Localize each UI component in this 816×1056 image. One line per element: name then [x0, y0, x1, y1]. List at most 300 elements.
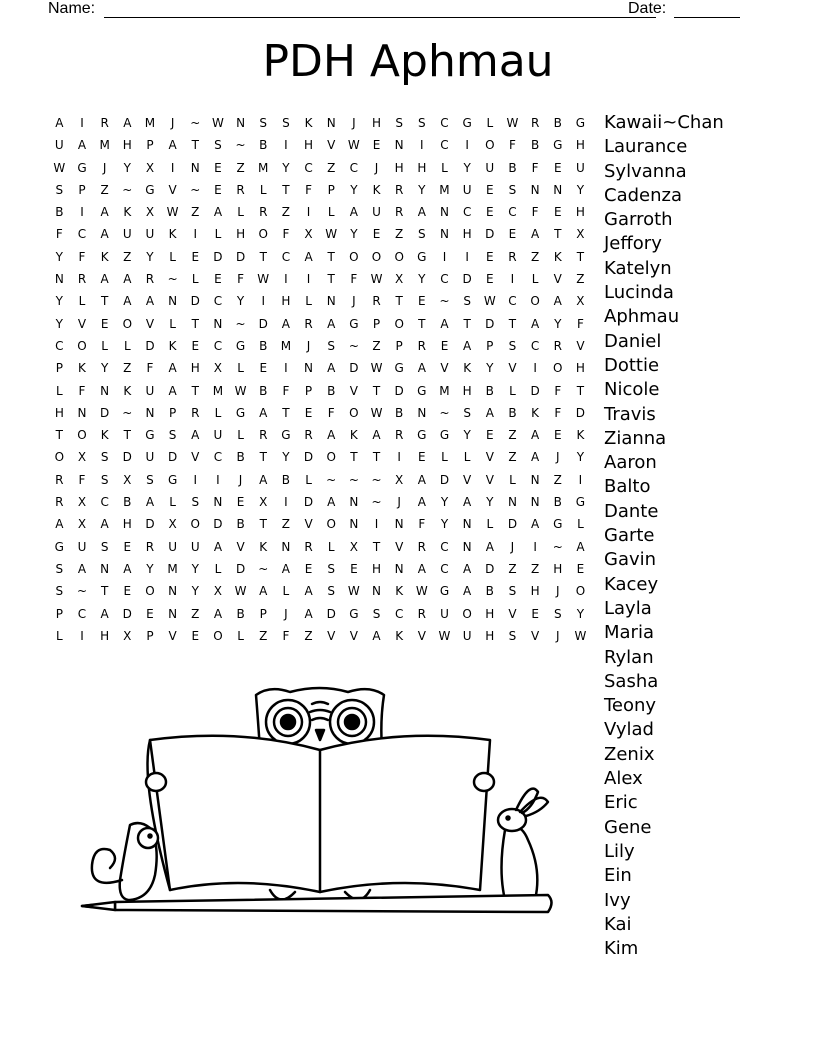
- grid-letter: K: [463, 361, 472, 376]
- grid-letter: X: [145, 205, 155, 220]
- grid-letter: B: [485, 383, 494, 398]
- grid-letter: J: [352, 294, 356, 309]
- grid-letter: U: [462, 182, 472, 197]
- grid-letter: X: [168, 517, 177, 532]
- grid-letter: T: [282, 182, 290, 197]
- grid-letter: T: [350, 450, 358, 465]
- word-list-item: Sasha: [604, 670, 659, 692]
- word-list-item: Garroth: [604, 209, 673, 231]
- name-label: Name:: [48, 0, 96, 17]
- grid-letter: K: [349, 428, 358, 443]
- grid-letter: Y: [554, 316, 562, 331]
- grid-letter: R: [77, 272, 87, 287]
- grid-letter: L: [214, 561, 222, 576]
- grid-letter: V: [168, 182, 177, 197]
- grid-letter: H: [575, 138, 585, 153]
- grid-letter: W: [325, 227, 338, 242]
- grid-letter: A: [372, 628, 381, 643]
- grid-letter: X: [77, 450, 87, 465]
- word-list-item: Nicole: [604, 379, 660, 401]
- grid-letter: L: [531, 272, 539, 287]
- grid-letter: L: [78, 294, 86, 309]
- grid-letter: B: [485, 584, 494, 599]
- grid-letter: I: [261, 294, 265, 309]
- grid-letter: Y: [350, 227, 358, 242]
- grid-letter: N: [213, 316, 223, 331]
- grid-letter: Z: [327, 160, 336, 175]
- grid-letter: ~: [76, 584, 88, 599]
- grid-letter: N: [168, 584, 178, 599]
- grid-letter: N: [100, 561, 110, 576]
- word-list-item: Teony: [604, 695, 657, 717]
- grid-letter: L: [486, 116, 494, 130]
- grid-letter: A: [100, 227, 109, 242]
- grid-letter: M: [439, 182, 450, 197]
- grid-row: [48, 223, 592, 245]
- grid-letter: D: [122, 450, 132, 465]
- grid-letter: H: [122, 517, 132, 532]
- grid-letter: O: [349, 249, 359, 264]
- grid-letter: L: [509, 472, 516, 487]
- grid-letter: A: [304, 606, 313, 621]
- grid-letter: Y: [463, 428, 471, 443]
- grid-letter: A: [531, 517, 540, 532]
- grid-letter: D: [167, 450, 178, 465]
- grid-letter: H: [462, 227, 472, 242]
- grid-letter: I: [170, 160, 175, 175]
- grid-letter: H: [122, 138, 132, 153]
- word-list-item: Daniel: [604, 330, 662, 352]
- grid-letter: F: [78, 249, 86, 264]
- grid-letter: T: [327, 272, 335, 287]
- grid-letter: V: [485, 450, 494, 465]
- grid-letter: H: [304, 138, 314, 153]
- grid-letter: N: [326, 116, 336, 130]
- grid-letter: Y: [418, 272, 426, 287]
- grid-letter: A: [145, 495, 155, 510]
- grid-letter: L: [123, 338, 131, 353]
- grid-letter: P: [486, 338, 494, 353]
- grid-letter: F: [282, 628, 290, 643]
- grid-letter: I: [306, 205, 311, 220]
- grid-letter: I: [80, 116, 84, 130]
- grid-letter: A: [372, 428, 381, 443]
- grid-letter: ~: [348, 472, 359, 487]
- grid-letter: U: [145, 227, 155, 242]
- grid-letter: G: [145, 182, 155, 197]
- grid-letter: C: [508, 294, 517, 309]
- grid-letter: E: [304, 561, 313, 576]
- grid-letter: E: [486, 182, 494, 197]
- word-list-item: Ivy: [604, 889, 631, 911]
- grid-letter: S: [100, 450, 109, 465]
- grid-letter: U: [122, 227, 132, 242]
- grid-letter: N: [349, 517, 359, 532]
- grid-letter: K: [395, 628, 404, 643]
- grid-letter: S: [327, 584, 336, 599]
- grid-letter: O: [77, 338, 87, 353]
- grid-letter: R: [55, 472, 64, 487]
- grid-letter: F: [531, 160, 539, 175]
- grid-letter: V: [463, 472, 472, 487]
- grid-letter: ~: [439, 294, 450, 309]
- grid-letter: P: [259, 606, 267, 621]
- grid-letter: O: [371, 249, 382, 264]
- grid-letter: L: [237, 628, 244, 643]
- grid-letter: P: [395, 338, 403, 353]
- grid-letter: L: [282, 584, 290, 599]
- grid-letter: Y: [440, 495, 449, 510]
- grid-letter: W: [257, 272, 270, 287]
- grid-letter: V: [485, 472, 494, 487]
- grid-letter: H: [394, 160, 404, 175]
- grid-letter: A: [123, 561, 132, 576]
- grid-letter: Y: [350, 182, 358, 197]
- grid-letter: U: [190, 539, 200, 554]
- grid-letter: Z: [281, 205, 290, 220]
- grid-letter: W: [347, 584, 360, 599]
- grid-letter: A: [259, 472, 268, 487]
- grid-letter: H: [372, 116, 382, 130]
- grid-letter: T: [372, 450, 381, 465]
- grid-letter: M: [280, 338, 292, 353]
- word-list-item: Kawaii~Chan: [604, 112, 724, 133]
- grid-letter: L: [55, 383, 63, 398]
- grid-letter: I: [533, 361, 537, 376]
- grid-letter: A: [485, 539, 494, 554]
- grid-letter: D: [213, 517, 223, 532]
- grid-letter: D: [485, 316, 495, 331]
- grid-letter: T: [576, 249, 585, 264]
- grid-letter: X: [576, 294, 585, 309]
- grid-letter: N: [439, 227, 449, 242]
- grid-letter: S: [418, 227, 426, 242]
- grid-letter: E: [350, 561, 358, 576]
- grid-letter: X: [145, 160, 155, 175]
- grid-letter: K: [123, 383, 132, 398]
- grid-letter: Z: [259, 628, 268, 643]
- grid-letter: I: [80, 205, 84, 220]
- pencil-icon: [82, 895, 552, 912]
- grid-letter: C: [77, 606, 87, 621]
- grid-letter: P: [327, 182, 335, 197]
- grid-letter: G: [417, 428, 427, 443]
- grid-letter: A: [327, 428, 336, 443]
- grid-letter: ~: [190, 182, 201, 197]
- word-list-item: Gene: [604, 816, 652, 838]
- grid-letter: Z: [304, 628, 313, 643]
- grid-letter: Y: [55, 249, 63, 264]
- grid-letter: R: [304, 539, 313, 554]
- grid-letter: ~: [371, 472, 382, 487]
- grid-letter: K: [553, 249, 562, 264]
- grid-letter: N: [100, 383, 110, 398]
- grid-letter: A: [463, 338, 472, 353]
- grid-letter: W: [415, 584, 428, 599]
- grid-letter: C: [508, 205, 517, 220]
- grid-letter: S: [55, 584, 64, 599]
- grid-letter: R: [145, 539, 155, 554]
- grid-letter: F: [350, 272, 358, 287]
- grid-letter: W: [438, 628, 451, 643]
- grid-letter: H: [417, 160, 427, 175]
- grid-letter: ~: [190, 116, 201, 130]
- grid-letter: S: [395, 116, 403, 130]
- grid-letter: G: [394, 361, 404, 376]
- grid-letter: T: [554, 227, 562, 242]
- grid-letter: V: [77, 316, 87, 331]
- grid-letter: X: [123, 472, 132, 487]
- grid-letter: F: [327, 405, 335, 420]
- grid-letter: G: [349, 316, 359, 331]
- grid-letter: I: [578, 472, 583, 487]
- grid-letter: L: [191, 272, 199, 287]
- grid-letter: S: [55, 561, 64, 576]
- grid-letter: E: [100, 316, 109, 331]
- grid-letter: U: [145, 383, 155, 398]
- grid-letter: V: [349, 383, 358, 398]
- grid-letter: C: [213, 450, 223, 465]
- grid-letter: I: [216, 472, 220, 487]
- grid-letter: N: [439, 205, 449, 220]
- grid-letter: V: [576, 338, 585, 353]
- grid-letter: F: [55, 227, 63, 242]
- grid-letter: S: [168, 428, 177, 443]
- grid-letter: D: [394, 383, 404, 398]
- grid-letter: A: [349, 205, 358, 220]
- grid-letter: A: [100, 205, 109, 220]
- grid-letter: R: [417, 606, 426, 621]
- word-search-grid: [48, 112, 592, 647]
- grid-letter: Z: [553, 472, 562, 487]
- word-list-item: Kim: [604, 938, 639, 960]
- grid-letter: T: [100, 294, 109, 309]
- grid-letter: E: [486, 249, 494, 264]
- grid-letter: Z: [236, 160, 245, 175]
- grid-letter: I: [193, 472, 198, 487]
- grid-letter: E: [372, 138, 381, 153]
- grid-letter: A: [327, 316, 336, 331]
- grid-row: [48, 157, 592, 179]
- grid-letter: L: [327, 539, 335, 554]
- grid-letter: A: [327, 495, 336, 510]
- grid-letter: E: [123, 584, 132, 599]
- grid-letter: A: [417, 361, 426, 376]
- grid-letter: K: [100, 428, 109, 443]
- grid-letter: J: [238, 472, 243, 487]
- word-list-item: Rylan: [604, 646, 654, 668]
- word-list-item: Vylad: [604, 719, 654, 741]
- grid-letter: F: [282, 227, 290, 242]
- grid-letter: M: [99, 138, 110, 153]
- grid-row: [48, 625, 592, 647]
- word-list-item: Maria: [604, 622, 654, 644]
- grid-letter: B: [395, 405, 404, 420]
- grid-letter: L: [486, 517, 494, 532]
- word-list-item: Layla: [604, 597, 652, 619]
- grid-letter: H: [54, 405, 64, 420]
- grid-letter: ~: [235, 138, 246, 153]
- grid-letter: N: [394, 517, 404, 532]
- grid-letter: V: [508, 606, 517, 621]
- grid-letter: L: [237, 361, 244, 376]
- grid-letter: C: [394, 606, 404, 621]
- grid-letter: T: [259, 450, 267, 465]
- word-list-item: Gavin: [604, 549, 657, 571]
- grid-letter: Y: [191, 561, 199, 576]
- grid-letter: K: [372, 182, 381, 197]
- grid-letter: A: [100, 272, 109, 287]
- grid-row: [48, 446, 592, 468]
- grid-letter: P: [304, 383, 313, 398]
- word-list-item: Lucinda: [604, 282, 674, 304]
- grid-letter: L: [463, 450, 471, 465]
- rabbit-icon: [498, 789, 548, 900]
- grid-letter: G: [235, 338, 246, 353]
- grid-letter: T: [576, 383, 585, 398]
- grid-letter: A: [123, 272, 132, 287]
- grid-letter: F: [78, 472, 86, 487]
- grid-letter: H: [485, 606, 495, 621]
- word-list-item: Sylvanna: [604, 160, 687, 182]
- grid-letter: U: [145, 450, 155, 465]
- grid-letter: R: [372, 294, 381, 309]
- grid-letter: D: [349, 361, 359, 376]
- grid-letter: G: [417, 249, 427, 264]
- word-list-item: Katelyn: [604, 257, 672, 279]
- grid-letter: T: [463, 316, 471, 331]
- grid-letter: E: [214, 272, 222, 287]
- grid-letter: ~: [348, 338, 359, 353]
- grid-letter: V: [168, 628, 177, 643]
- grid-letter: Z: [530, 561, 540, 576]
- grid-letter: L: [305, 472, 312, 487]
- grid-letter: V: [236, 539, 245, 554]
- grid-letter: P: [78, 182, 86, 197]
- name-blank-line: [104, 17, 656, 18]
- grid-letter: K: [123, 205, 132, 220]
- grid-letter: N: [190, 160, 200, 175]
- grid-letter: ~: [326, 472, 337, 487]
- grid-row: [48, 290, 592, 312]
- grid-row: [48, 536, 592, 558]
- grid-letter: K: [100, 249, 109, 264]
- grid-letter: W: [347, 138, 360, 153]
- grid-letter: E: [486, 272, 494, 287]
- word-list-item: Dante: [604, 500, 659, 522]
- grid-letter: L: [169, 249, 176, 264]
- grid-letter: K: [531, 405, 540, 420]
- grid-letter: D: [213, 249, 223, 264]
- grid-letter: N: [145, 405, 155, 420]
- date-label: Date:: [628, 0, 667, 17]
- grid-letter: N: [394, 138, 404, 153]
- grid-letter: L: [214, 227, 222, 242]
- grid-letter: U: [77, 539, 87, 554]
- word-list-item: Zianna: [604, 427, 667, 449]
- grid-letter: N: [553, 182, 563, 197]
- grid-letter: A: [463, 495, 472, 510]
- grid-letter: Z: [100, 182, 109, 197]
- grid-letter: Z: [191, 205, 200, 220]
- grid-letter: V: [327, 628, 336, 643]
- grid-letter: Y: [123, 160, 131, 175]
- grid-letter: D: [122, 606, 132, 621]
- grid-row: [48, 424, 592, 446]
- grid-letter: ~: [552, 539, 563, 554]
- grid-letter: E: [191, 628, 200, 643]
- grid-letter: S: [259, 116, 268, 130]
- grid-letter: R: [508, 249, 517, 264]
- grid-letter: J: [102, 160, 107, 175]
- grid-letter: N: [530, 472, 540, 487]
- grid-letter: U: [372, 205, 381, 220]
- grid-letter: C: [77, 227, 87, 242]
- grid-letter: K: [576, 428, 585, 443]
- grid-letter: B: [553, 116, 562, 130]
- grid-letter: O: [326, 517, 336, 532]
- grid-letter: V: [145, 316, 155, 331]
- grid-row: [48, 402, 592, 424]
- grid-letter: A: [100, 606, 109, 621]
- grid-letter: A: [77, 561, 87, 576]
- grid-letter: G: [77, 160, 87, 175]
- grid-letter: K: [168, 338, 177, 353]
- grid-letter: N: [462, 517, 472, 532]
- grid-letter: H: [575, 361, 585, 376]
- grid-letter: P: [55, 606, 63, 621]
- grid-letter: U: [485, 160, 495, 175]
- grid-letter: A: [77, 138, 87, 153]
- grid-letter: M: [167, 561, 178, 576]
- grid-letter: V: [349, 628, 358, 643]
- grid-letter: X: [395, 272, 404, 287]
- grid-letter: D: [575, 405, 586, 420]
- grid-letter: A: [213, 205, 223, 220]
- grid-letter: D: [303, 450, 314, 465]
- grid-letter: P: [146, 628, 154, 643]
- grid-letter: Y: [282, 450, 290, 465]
- grid-letter: A: [168, 383, 177, 398]
- grid-letter: U: [462, 628, 472, 643]
- grid-letter: L: [259, 182, 267, 197]
- grid-letter: S: [327, 561, 336, 576]
- grid-letter: D: [485, 227, 495, 242]
- word-list-item: Aphmau: [604, 306, 680, 328]
- grid-letter: N: [507, 495, 517, 510]
- grid-letter: V: [304, 517, 313, 532]
- grid-letter: S: [463, 294, 471, 309]
- grid-letter: R: [191, 405, 200, 420]
- grid-letter: F: [418, 517, 426, 532]
- grid-letter: A: [417, 472, 426, 487]
- grid-letter: C: [440, 561, 449, 576]
- grid-letter: R: [236, 182, 245, 197]
- grid-letter: S: [508, 338, 517, 353]
- grid-letter: T: [191, 383, 199, 398]
- grid-letter: E: [553, 205, 562, 220]
- grid-row: [48, 179, 592, 201]
- grid-row: [48, 112, 592, 134]
- grid-letter: S: [100, 472, 109, 487]
- grid-letter: C: [462, 205, 472, 220]
- grid-letter: X: [576, 227, 585, 242]
- grid-letter: C: [440, 138, 449, 153]
- grid-letter: X: [304, 227, 313, 242]
- grid-letter: A: [259, 405, 268, 420]
- header: [48, 0, 748, 22]
- owl-reading-illustration: [80, 680, 560, 930]
